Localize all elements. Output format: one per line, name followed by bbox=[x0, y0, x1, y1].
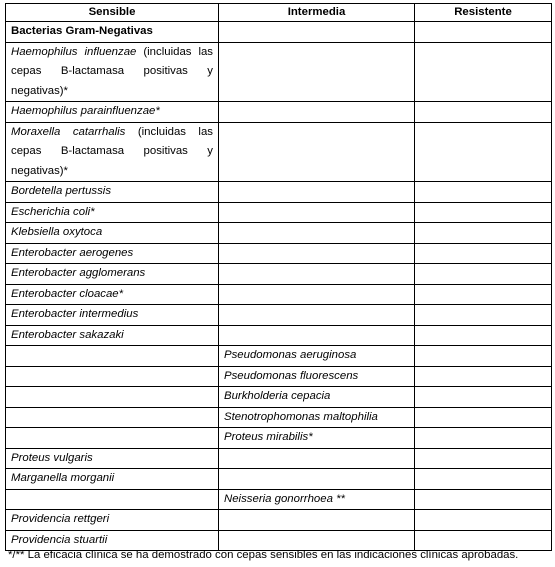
cell-intermedia bbox=[219, 243, 415, 264]
cell-intermedia bbox=[219, 182, 415, 203]
cell-resistente bbox=[415, 42, 552, 102]
cell-sensible: Proteus vulgaris bbox=[6, 448, 219, 469]
table-row bbox=[6, 448, 552, 469]
cell-resistente bbox=[415, 366, 552, 387]
cell-sensible: Haemophilus parainfluenzae* bbox=[6, 102, 219, 123]
table-row bbox=[6, 42, 552, 102]
cell-intermedia bbox=[219, 264, 415, 285]
footnote: */** La eficacia clínica se ha demostrado con cepas sensibles en las indicaciones clínicas aprobadas. bbox=[8, 549, 519, 561]
table-row bbox=[6, 264, 552, 285]
cell-sensible bbox=[6, 42, 219, 102]
table-row bbox=[6, 387, 552, 408]
cell-resistente bbox=[415, 102, 552, 123]
cell-resistente bbox=[415, 346, 552, 367]
table-row bbox=[6, 510, 552, 531]
cell-sensible: Bordetella pertussis bbox=[6, 182, 219, 203]
cell-resistente bbox=[415, 387, 552, 408]
cropped-heading bbox=[0, 0, 555, 1]
cell-resistente bbox=[415, 223, 552, 244]
cell-sensible: Enterobacter cloacae* bbox=[6, 284, 219, 305]
empty-cell bbox=[219, 22, 415, 43]
table-row bbox=[6, 407, 552, 428]
cell-sensible: Enterobacter aerogenes bbox=[6, 243, 219, 264]
group-label: Bacterias Gram-Negativas bbox=[6, 22, 219, 43]
table-row bbox=[6, 122, 552, 182]
table-row bbox=[6, 346, 552, 367]
cell-resistente bbox=[415, 325, 552, 346]
cell-intermedia bbox=[219, 122, 415, 182]
cell-intermedia bbox=[219, 42, 415, 102]
table-row bbox=[6, 202, 552, 223]
cell-sensible: Enterobacter agglomerans bbox=[6, 264, 219, 285]
organism-name: Haemophilus influenzae bbox=[11, 45, 137, 58]
cell-intermedia: Pseudomonas fluorescens bbox=[219, 366, 415, 387]
cell-intermedia bbox=[219, 284, 415, 305]
organism-note: (incluidas las cepas B-lactamasa positivas y negativas)* bbox=[11, 45, 214, 97]
cell-resistente bbox=[415, 305, 552, 326]
table-header-row bbox=[6, 4, 552, 22]
cell-sensible bbox=[6, 366, 219, 387]
cell-intermedia bbox=[219, 223, 415, 244]
cell-sensible: Enterobacter intermedius bbox=[6, 305, 219, 326]
cell-sensible: Providencia stuartii bbox=[6, 530, 219, 551]
cell-resistente bbox=[415, 182, 552, 203]
column-header-intermedia: Intermedia bbox=[219, 4, 415, 22]
cell-resistente bbox=[415, 510, 552, 531]
cell-intermedia: Stenotrophomonas maltophilia bbox=[219, 407, 415, 428]
table-row bbox=[6, 102, 552, 123]
table-row bbox=[6, 469, 552, 490]
column-header-sensible: Sensible bbox=[6, 4, 219, 22]
cell-sensible: Klebsiella oxytoca bbox=[6, 223, 219, 244]
empty-cell bbox=[415, 22, 552, 43]
cell-intermedia bbox=[219, 325, 415, 346]
cell-resistente bbox=[415, 284, 552, 305]
cell-resistente bbox=[415, 264, 552, 285]
cell-sensible: Providencia rettgeri bbox=[6, 510, 219, 531]
cell-sensible bbox=[6, 428, 219, 449]
cell-intermedia: Neisseria gonorrhoea ** bbox=[219, 489, 415, 510]
cell-resistente bbox=[415, 428, 552, 449]
table-row bbox=[6, 284, 552, 305]
table-row bbox=[6, 366, 552, 387]
cell-sensible bbox=[6, 387, 219, 408]
cell-sensible: Escherichia coli* bbox=[6, 202, 219, 223]
cell-intermedia bbox=[219, 102, 415, 123]
table-row bbox=[6, 243, 552, 264]
cell-intermedia bbox=[219, 448, 415, 469]
cell-intermedia bbox=[219, 510, 415, 531]
table-row bbox=[6, 223, 552, 244]
table-row bbox=[6, 305, 552, 326]
organism-name: Moraxella catarrhalis bbox=[11, 125, 126, 138]
group-row bbox=[6, 22, 552, 43]
cell-sensible: Marganella morganii bbox=[6, 469, 219, 490]
cell-sensible bbox=[6, 346, 219, 367]
table-row bbox=[6, 182, 552, 203]
cell-sensible: Enterobacter sakazaki bbox=[6, 325, 219, 346]
cell-resistente bbox=[415, 202, 552, 223]
organism-note: (incluidas las cepas B-lactamasa positivas y negativas)* bbox=[11, 125, 213, 177]
cell-resistente bbox=[415, 469, 552, 490]
cell-sensible bbox=[6, 122, 219, 182]
cell-resistente bbox=[415, 122, 552, 182]
cell-intermedia: Proteus mirabilis* bbox=[219, 428, 415, 449]
table-row bbox=[6, 325, 552, 346]
cell-resistente bbox=[415, 243, 552, 264]
table-row bbox=[6, 489, 552, 510]
cell-sensible bbox=[6, 407, 219, 428]
susceptibility-table bbox=[5, 3, 552, 551]
cell-resistente bbox=[415, 448, 552, 469]
cell-intermedia: Pseudomonas aeruginosa bbox=[219, 346, 415, 367]
column-header-resistente: Resistente bbox=[415, 4, 552, 22]
table-row bbox=[6, 428, 552, 449]
cell-resistente bbox=[415, 407, 552, 428]
cell-resistente bbox=[415, 489, 552, 510]
cell-intermedia bbox=[219, 305, 415, 326]
cell-intermedia: Burkholderia cepacia bbox=[219, 387, 415, 408]
cell-sensible bbox=[6, 489, 219, 510]
cell-intermedia bbox=[219, 469, 415, 490]
cell-intermedia bbox=[219, 202, 415, 223]
